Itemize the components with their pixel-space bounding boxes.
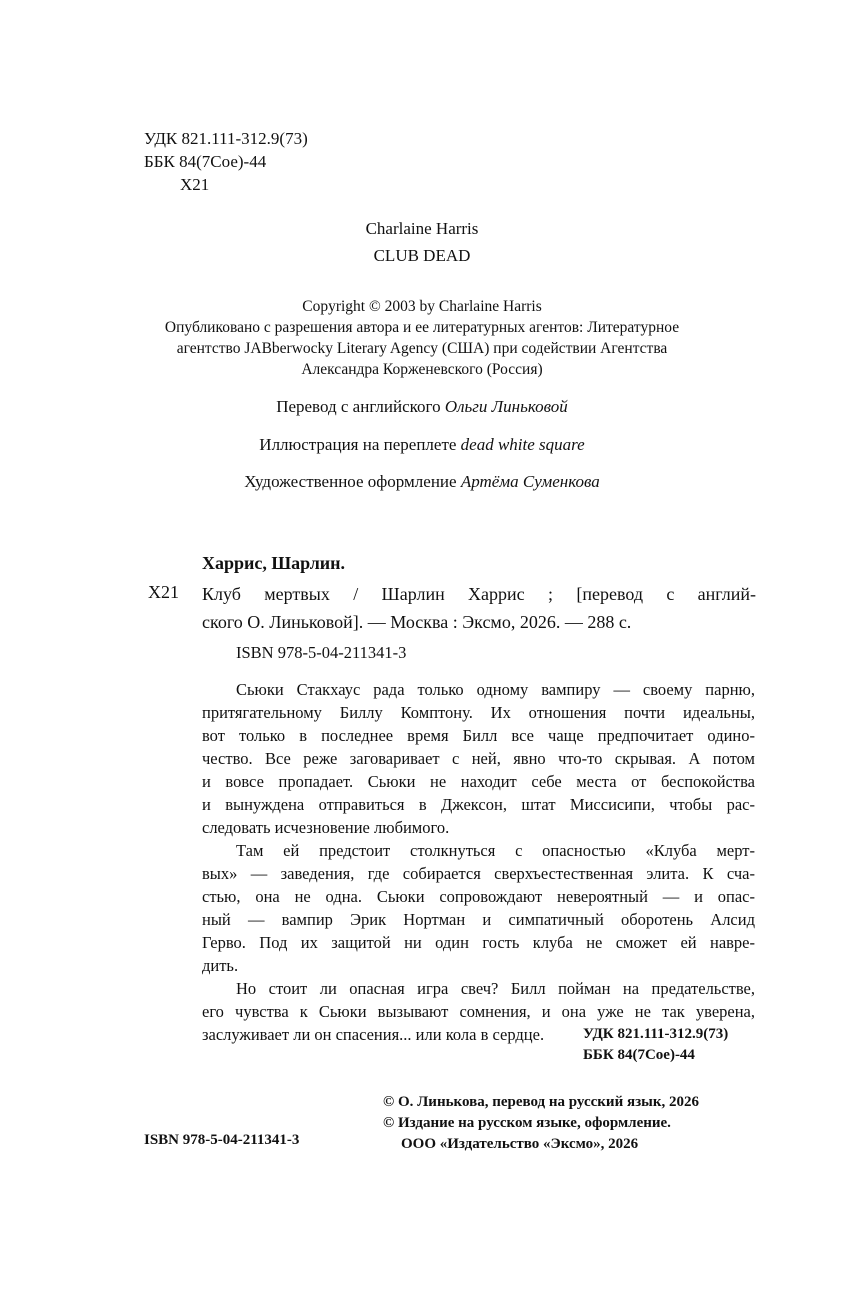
isbn-bottom: ISBN 978-5-04-211341-3 xyxy=(144,1132,300,1148)
copyright-notice xyxy=(0,296,844,380)
bib-line: ского О. Линьковой]. — Москва : Эксмо, 2026. — 288 с. xyxy=(202,612,632,632)
annotation-line: вых» — заведения, где собирается сверхъестественная элита. К сча- xyxy=(202,864,755,883)
annotation-line: Там ей предстоит столкнуться с опасностью «Клуба мерт- xyxy=(236,841,755,860)
annotation-line: Но стоит ли опасная игра свеч? Билл пойман на предательстве, xyxy=(236,979,755,998)
author-code: Х21 xyxy=(180,175,210,194)
translation-credit xyxy=(0,397,844,417)
designer-name: Артёма Суменкова xyxy=(460,472,600,491)
original-title: CLUB DEAD xyxy=(373,246,471,265)
annotation-line: его чувства к Сьюки вызывают сомнения, и она уже не так уверена, xyxy=(202,1002,755,1021)
translator-name: Ольги Линьковой xyxy=(444,397,568,416)
rights-block xyxy=(383,1092,699,1155)
annotation-line: притягательному Биллу Комптону. Их отношения почти идеальны, xyxy=(202,703,755,722)
bottom-bbk: ББК 84(7Сое)-44 xyxy=(583,1047,695,1063)
copyright-line: агентство JABberwocky Literary Agency (США) при содействии Агентства xyxy=(176,340,668,357)
bib-description xyxy=(202,580,756,636)
annotation-line: заслуживает ли он спасения... или кола в сердце. xyxy=(202,1025,545,1044)
annotation-line: и вовсе пропадает. Сьюки не находит себе места от беспокойства xyxy=(202,772,755,791)
annotation-line: ный — вампир Эрик Нортман и симпатичный оборотень Алсид xyxy=(202,910,755,929)
classification-block xyxy=(144,127,308,196)
rights-line: ООО «Издательство «Эксмо», 2026 xyxy=(401,1136,639,1152)
original-author: Charlaine Harris xyxy=(365,219,479,238)
rights-line: © Издание на русском языке, оформление. xyxy=(383,1115,671,1131)
translation-label: Перевод с английского xyxy=(276,397,441,416)
bib-isbn: ISBN 978-5-04-211341-3 xyxy=(236,643,407,662)
annotation-line: Герво. Под их защитой ни один гость клуба не сможет ей навре- xyxy=(202,933,755,952)
annotation-line: чество. Все реже заговаривает с ней, явно что-то скрывая. А потом xyxy=(202,749,755,768)
copyright-line: Александра Корженевского (Россия) xyxy=(301,361,543,378)
udk-code: УДК 821.111-312.9(73) xyxy=(144,129,308,148)
copyright-line: Copyright © 2003 by Charlaine Harris xyxy=(302,298,542,315)
annotation-line: и вынуждена отправиться в Джексон, штат Миссисипи, чтобы рас- xyxy=(202,795,755,814)
design-credit xyxy=(0,472,844,492)
annotation-line: вот только в последнее время Билл все чаще предпочитает одино- xyxy=(202,726,755,745)
annotation-line: Сьюки Стакхаус рада только одному вампиру — своему парню, xyxy=(236,680,755,699)
illustrator-name: dead white square xyxy=(460,435,585,454)
bib-line: Клуб мертвых / Шарлин Харрис ; [перевод с англий- xyxy=(202,584,756,604)
annotation xyxy=(202,678,755,1046)
illustration-credit xyxy=(0,435,844,455)
design-label: Художественное оформление xyxy=(244,472,457,491)
bib-author-code: Х21 xyxy=(148,582,179,602)
copyright-line: Опубликовано с разрешения автора и ее литературных агентов: Литературное xyxy=(164,319,680,336)
bottom-udk: УДК 821.111-312.9(73) xyxy=(583,1026,729,1042)
annotation-line: стью, она не одна. Сьюки сопровождают невероятный — и опас- xyxy=(202,887,755,906)
bottom-classification xyxy=(583,1024,728,1066)
bbk-code: ББК 84(7Сое)-44 xyxy=(144,152,267,171)
annotation-line: дить. xyxy=(202,956,239,975)
annotation-line: следовать исчезновение любимого. xyxy=(202,818,450,837)
bib-author-heading: Харрис, Шарлин. xyxy=(202,553,346,573)
illustration-label: Иллюстрация на переплете xyxy=(259,435,457,454)
rights-line: © О. Линькова, перевод на русский язык, 2026 xyxy=(383,1094,699,1110)
